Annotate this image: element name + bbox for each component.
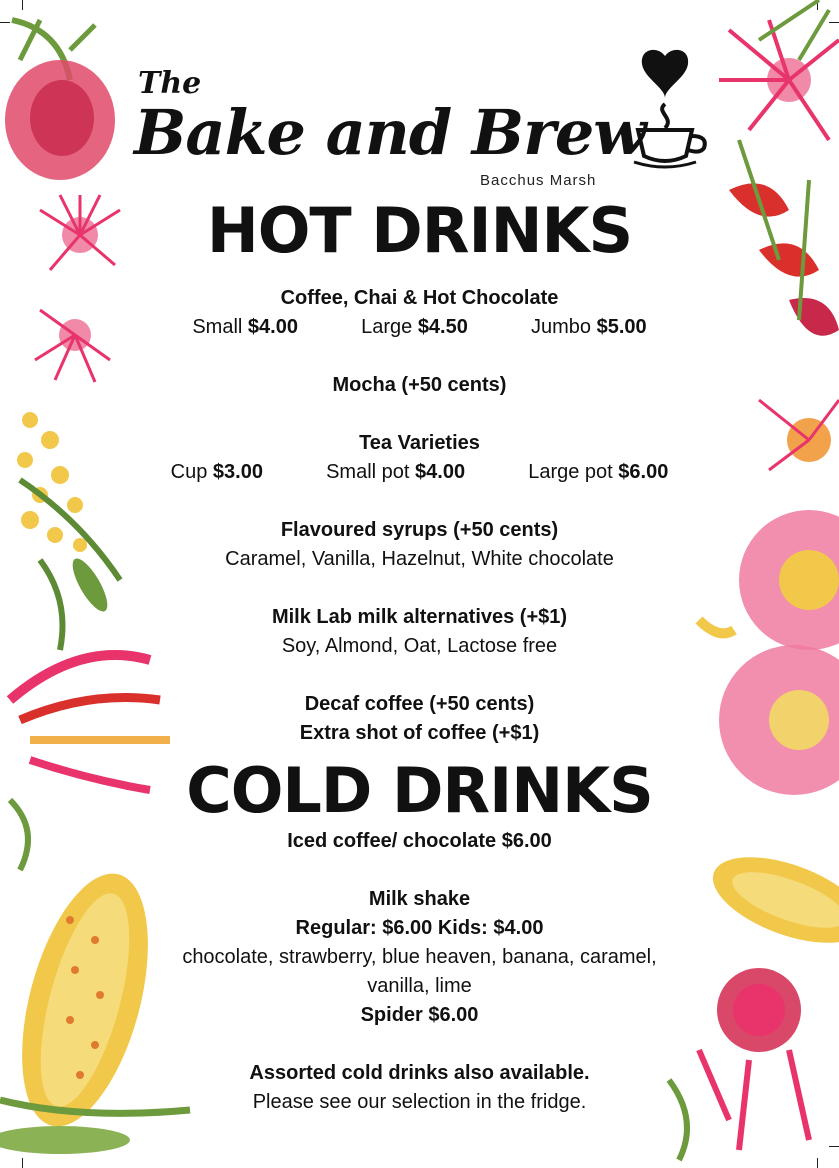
cold-drinks-heading: COLD DRINKS bbox=[186, 754, 653, 827]
syrups-title: Flavoured syrups (+50 cents) bbox=[280, 519, 559, 541]
logo bbox=[130, 44, 720, 194]
decaf-item: Decaf coffee (+50 cents) bbox=[304, 693, 535, 715]
mocha-item: Mocha (+50 cents) bbox=[332, 374, 507, 396]
logo-location: Bacchus Marsh bbox=[480, 172, 597, 189]
milkshake-flavours-line-2: vanilla, lime bbox=[367, 975, 472, 997]
hot-drinks-heading: HOT DRINKS bbox=[206, 194, 633, 267]
extra-shot-item: Extra shot of coffee (+$1) bbox=[299, 722, 540, 744]
tea-size-large-pot: Large pot $6.00 bbox=[528, 461, 669, 483]
protea-flower-icon bbox=[5, 20, 115, 180]
coffee-cup-heart-icon bbox=[630, 44, 720, 174]
coffee-title: Coffee, Chai & Hot Chocolate bbox=[280, 287, 559, 309]
tea-title: Tea Varieties bbox=[359, 432, 480, 454]
logo-the: The bbox=[138, 66, 202, 101]
assorted-drinks-note: Assorted cold drinks also available. bbox=[249, 1062, 590, 1084]
tea-size-small-pot: Small pot $4.00 bbox=[326, 461, 466, 483]
milkshake-flavours-line-1: chocolate, strawberry, blue heaven, banana, caramel, bbox=[182, 946, 657, 968]
milkshake-title: Milk shake bbox=[368, 888, 471, 910]
coffee-prices bbox=[0, 316, 839, 339]
logo-brand-name: Bake and Brew bbox=[134, 96, 646, 169]
tea-size-cup: Cup $3.00 bbox=[170, 461, 263, 483]
iced-coffee-item: Iced coffee/ chocolate $6.00 bbox=[287, 830, 552, 852]
milkshake-prices: Regular: $6.00 Kids: $4.00 bbox=[295, 917, 544, 939]
spider-item: Spider $6.00 bbox=[360, 1004, 479, 1026]
milk-alternatives-title: Milk Lab milk alternatives (+$1) bbox=[271, 606, 568, 628]
coffee-size-small: Small $4.00 bbox=[192, 316, 298, 338]
tea-prices bbox=[0, 461, 839, 484]
milk-alternatives-list: Soy, Almond, Oat, Lactose free bbox=[281, 635, 558, 657]
spiky-flower-icon bbox=[719, 20, 839, 140]
coffee-size-jumbo: Jumbo $5.00 bbox=[531, 316, 647, 338]
fridge-note: Please see our selection in the fridge. bbox=[252, 1091, 587, 1113]
syrups-list: Caramel, Vanilla, Hazelnut, White chocolate bbox=[225, 548, 614, 570]
coffee-size-large: Large $4.50 bbox=[361, 316, 468, 338]
